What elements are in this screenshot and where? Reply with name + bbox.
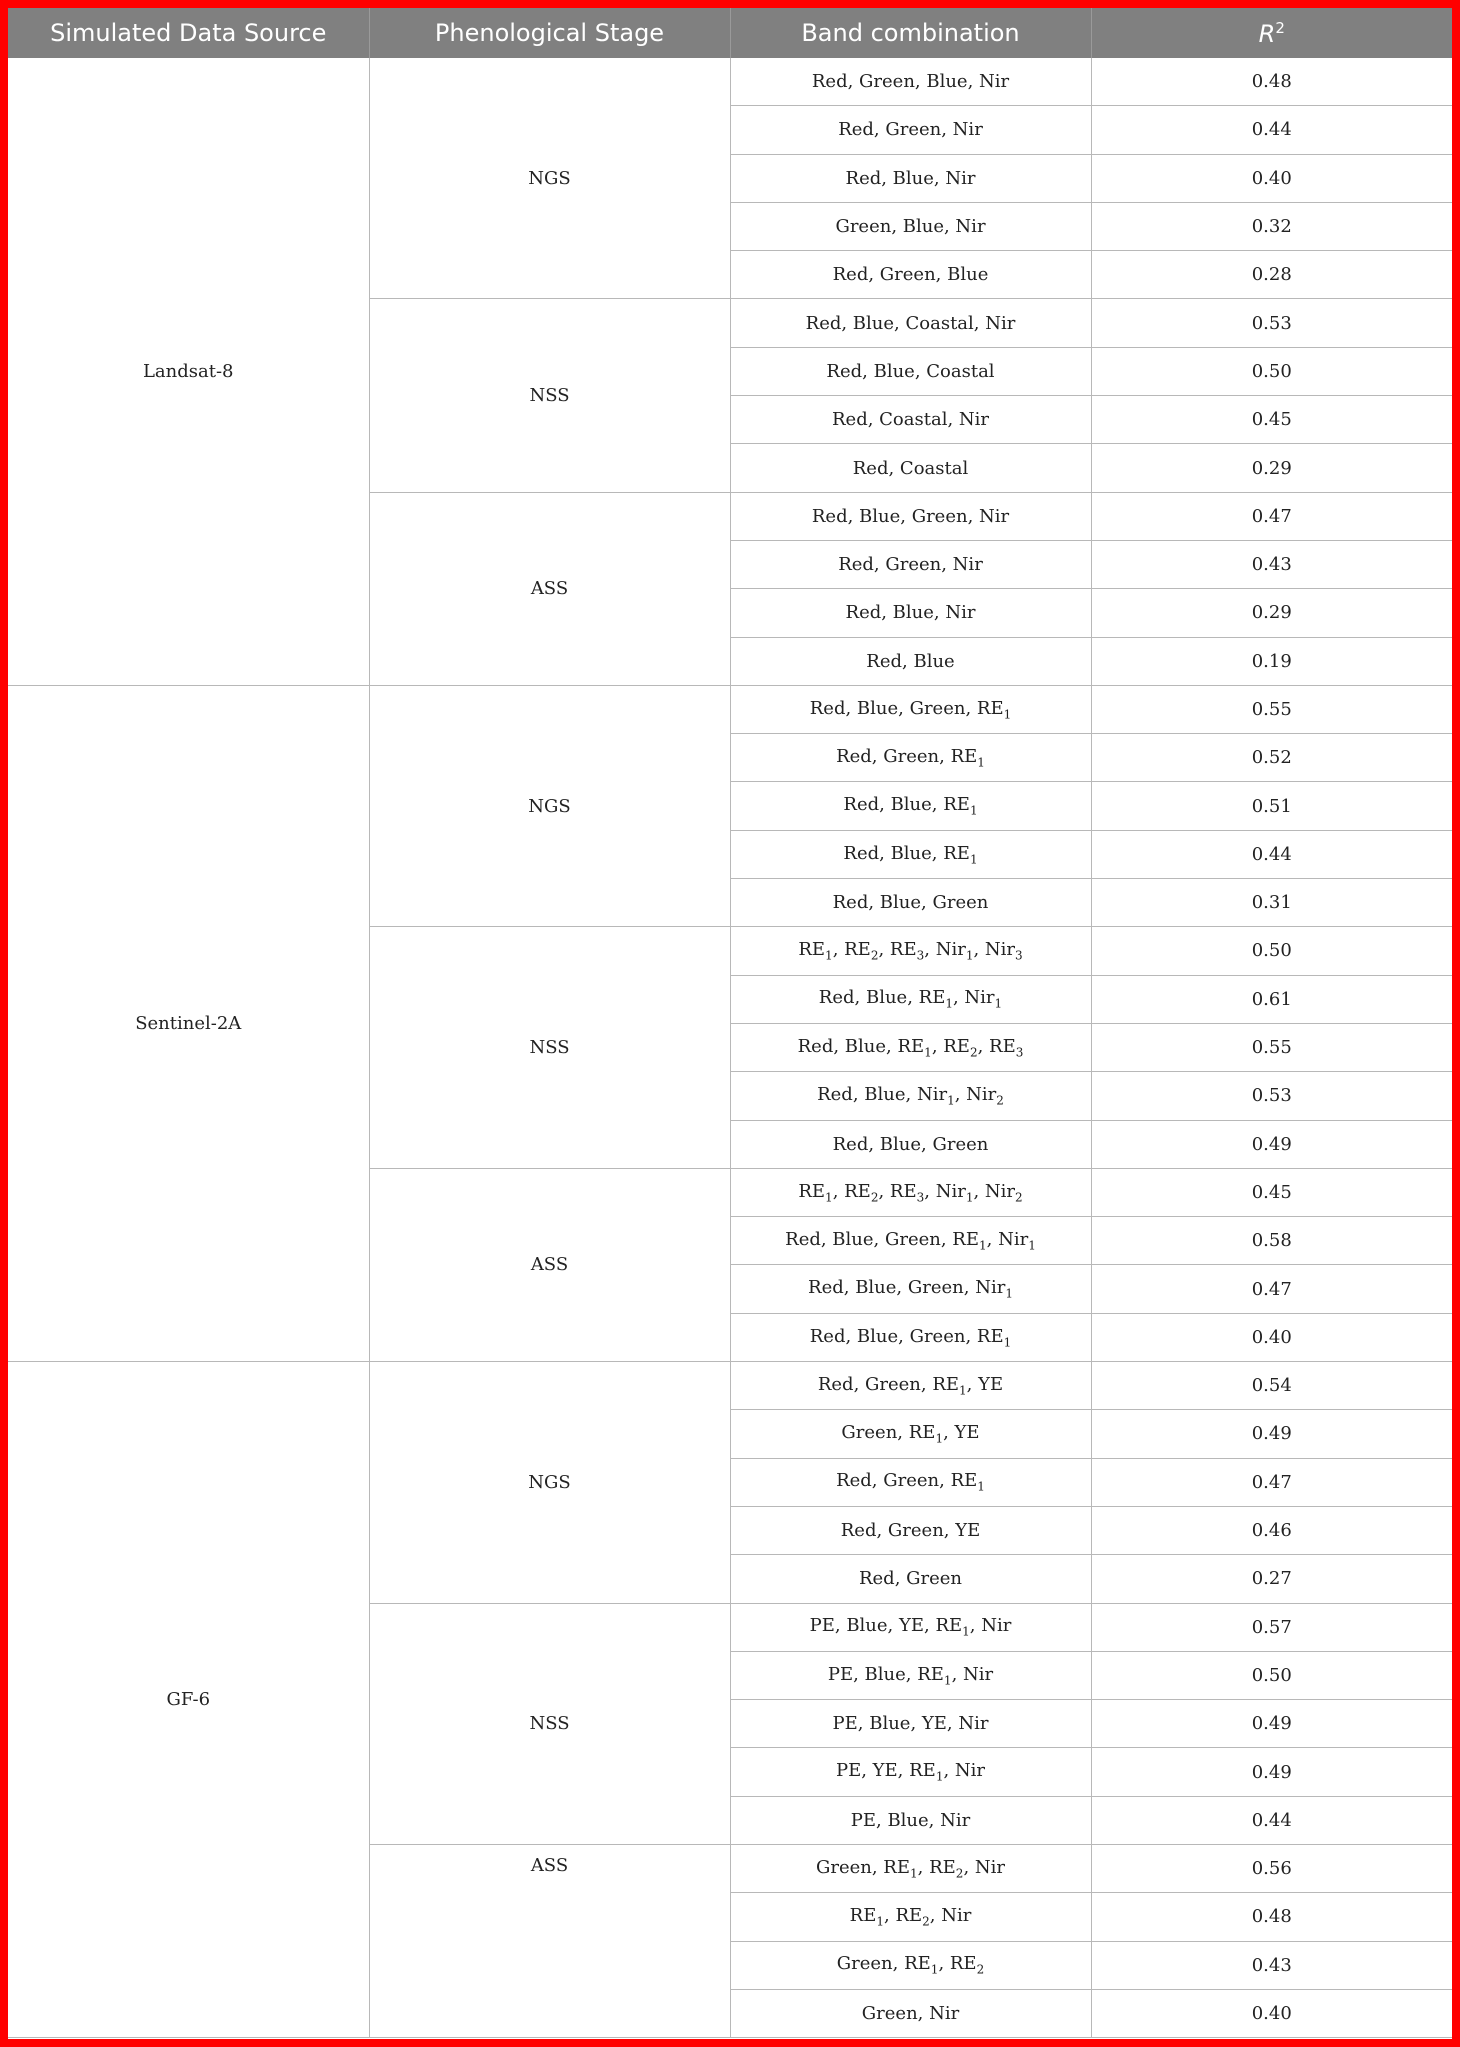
header-bands: Band combination bbox=[730, 8, 1091, 58]
band-combination-cell: Green, Blue, Nir bbox=[730, 202, 1091, 250]
r2-cell: 0.47 bbox=[1091, 1265, 1452, 1313]
band-combination-cell: Red, Green, Nir bbox=[730, 106, 1091, 154]
band-combination-cell: Red, Blue, $RE_1$ bbox=[730, 782, 1091, 830]
r2-cell: 0.55 bbox=[1091, 1023, 1452, 1071]
r2-cell: 0.50 bbox=[1091, 347, 1452, 395]
r2-cell: 0.44 bbox=[1091, 830, 1452, 878]
r2-cell: 0.46 bbox=[1091, 1506, 1452, 1554]
r2-cell: 0.43 bbox=[1091, 540, 1452, 588]
r2-cell: 0.55 bbox=[1091, 685, 1452, 733]
band-combination-cell: Red, Blue, Green, $RE_1$ bbox=[730, 1313, 1091, 1361]
band-combination-cell: PE, Blue, $RE_1$, Nir bbox=[730, 1651, 1091, 1699]
r2-cell: 0.52 bbox=[1091, 734, 1452, 782]
band-combination-cell: Red, Blue, Green, Nir bbox=[730, 492, 1091, 540]
r2-cell: 0.28 bbox=[1091, 251, 1452, 299]
stage-cell: NSS bbox=[369, 1603, 730, 1844]
r2-cell: 0.61 bbox=[1091, 975, 1452, 1023]
stage-cell: NGS bbox=[369, 685, 730, 926]
source-cell: Landsat-8 bbox=[8, 58, 369, 685]
band-combination-cell: Red, Coastal bbox=[730, 444, 1091, 492]
band-combination-cell: Red, Blue, $RE_1$, $RE_2$, $RE_3$ bbox=[730, 1023, 1091, 1071]
r2-cell: 0.58 bbox=[1091, 1217, 1452, 1265]
r2-cell: 0.56 bbox=[1091, 1844, 1452, 1892]
r2-cell: 0.57 bbox=[1091, 1603, 1452, 1651]
band-combination-cell: Red, Blue, $RE_1$ bbox=[730, 830, 1091, 878]
stage-cell: ASS bbox=[369, 492, 730, 685]
header-r2-sup: 2 bbox=[1275, 18, 1285, 37]
band-combination-cell: Red, Green, YE bbox=[730, 1506, 1091, 1554]
header-row bbox=[8, 8, 1452, 58]
r2-cell: 0.54 bbox=[1091, 1362, 1452, 1410]
band-combination-cell: Red, Green, Nir bbox=[730, 540, 1091, 588]
stage-cell: NGS bbox=[369, 58, 730, 299]
r2-cell: 0.53 bbox=[1091, 1072, 1452, 1120]
r2-cell: 0.49 bbox=[1091, 1748, 1452, 1796]
band-combination-cell: Red, Blue, Green bbox=[730, 1120, 1091, 1168]
band-combination-cell: PE, Blue, Nir bbox=[730, 1796, 1091, 1844]
results-table bbox=[8, 8, 1452, 2038]
band-combination-cell: Green, Nir bbox=[730, 1989, 1091, 2037]
r2-cell: 0.29 bbox=[1091, 444, 1452, 492]
band-combination-cell: Green, $RE_1$, $RE_2$, Nir bbox=[730, 1844, 1091, 1892]
band-combination-cell: Green, $RE_1$, YE bbox=[730, 1410, 1091, 1458]
band-combination-cell: Red, Blue, Green, $RE_1$ bbox=[730, 685, 1091, 733]
band-combination-cell: Red, Blue, $RE_1$, Nir$_1$ bbox=[730, 975, 1091, 1023]
band-combination-cell: Red, Blue, Green, Nir$_1$ bbox=[730, 1265, 1091, 1313]
band-combination-cell: Red, Coastal, Nir bbox=[730, 396, 1091, 444]
r2-cell: 0.45 bbox=[1091, 396, 1452, 444]
r2-cell: 0.43 bbox=[1091, 1941, 1452, 1989]
band-combination-cell: Red, Green, Blue bbox=[730, 251, 1091, 299]
table-row bbox=[8, 685, 1452, 733]
band-combination-cell: Red, Green, Blue, Nir bbox=[730, 58, 1091, 106]
band-combination-cell: PE, Blue, YE, $RE_1$, Nir bbox=[730, 1603, 1091, 1651]
header-r2-base: R bbox=[1258, 19, 1276, 48]
r2-cell: 0.49 bbox=[1091, 1120, 1452, 1168]
band-combination-cell: PE, YE, $RE_1$, Nir bbox=[730, 1748, 1091, 1796]
band-combination-cell: Green, $RE_1$, $RE_2$ bbox=[730, 1941, 1091, 1989]
header-source: Simulated Data Source bbox=[8, 8, 369, 58]
band-combination-cell: Red, Green, $RE_1$ bbox=[730, 1458, 1091, 1506]
r2-cell: 0.47 bbox=[1091, 1458, 1452, 1506]
band-combination-cell: Red, Green bbox=[730, 1555, 1091, 1603]
r2-cell: 0.48 bbox=[1091, 58, 1452, 106]
band-combination-cell: Red, Blue, Nir bbox=[730, 589, 1091, 637]
r2-cell: 0.49 bbox=[1091, 1700, 1452, 1748]
table-header bbox=[8, 8, 1452, 58]
band-combination-cell: Red, Blue, Green bbox=[730, 879, 1091, 927]
r2-cell: 0.31 bbox=[1091, 879, 1452, 927]
header-stage: Phenological Stage bbox=[369, 8, 730, 58]
r2-cell: 0.45 bbox=[1091, 1168, 1452, 1216]
r2-cell: 0.19 bbox=[1091, 637, 1452, 685]
r2-cell: 0.47 bbox=[1091, 492, 1452, 540]
r2-cell: 0.44 bbox=[1091, 106, 1452, 154]
r2-cell: 0.50 bbox=[1091, 1651, 1452, 1699]
band-combination-cell: Red, Green, $RE_1$ bbox=[730, 734, 1091, 782]
table-row bbox=[8, 1362, 1452, 1410]
band-combination-cell: Red, Blue, Coastal, Nir bbox=[730, 299, 1091, 347]
table-body bbox=[8, 58, 1452, 2038]
band-combination-cell: Red, Blue, Coastal bbox=[730, 347, 1091, 395]
band-combination-cell: $RE_1$, $RE_2$, $RE_3$, Nir$_1$, Nir$_3$ bbox=[730, 927, 1091, 975]
band-combination-cell: Red, Blue, Nir bbox=[730, 154, 1091, 202]
r2-cell: 0.40 bbox=[1091, 1989, 1452, 2037]
source-cell: Sentinel-2A bbox=[8, 685, 369, 1361]
stage-cell: NSS bbox=[369, 299, 730, 492]
stage-cell: NGS bbox=[369, 1362, 730, 1603]
r2-cell: 0.32 bbox=[1091, 202, 1452, 250]
stage-cell: ASS bbox=[369, 1844, 730, 2037]
band-combination-cell: $RE_1$, $RE_2$, $RE_3$, Nir$_1$, Nir$_2$ bbox=[730, 1168, 1091, 1216]
r2-cell: 0.53 bbox=[1091, 299, 1452, 347]
band-combination-cell: $RE_1$, $RE_2$, Nir bbox=[730, 1893, 1091, 1941]
stage-cell: ASS bbox=[369, 1168, 730, 1361]
stage-cell: NSS bbox=[369, 927, 730, 1168]
table-row bbox=[8, 58, 1452, 106]
r2-cell: 0.49 bbox=[1091, 1410, 1452, 1458]
band-combination-cell: Red, Blue, Green, $RE_1$, Nir$_1$ bbox=[730, 1217, 1091, 1265]
r2-cell: 0.27 bbox=[1091, 1555, 1452, 1603]
source-cell: GF-6 bbox=[8, 1362, 369, 2038]
r2-cell: 0.50 bbox=[1091, 927, 1452, 975]
r2-cell: 0.29 bbox=[1091, 589, 1452, 637]
band-combination-cell: Red, Blue bbox=[730, 637, 1091, 685]
r2-cell: 0.40 bbox=[1091, 154, 1452, 202]
band-combination-cell: PE, Blue, YE, Nir bbox=[730, 1700, 1091, 1748]
band-combination-cell: Red, Blue, Nir$_1$, Nir$_2$ bbox=[730, 1072, 1091, 1120]
header-r2 bbox=[1091, 8, 1452, 58]
r2-cell: 0.44 bbox=[1091, 1796, 1452, 1844]
band-combination-cell: Red, Green, $RE_1$, YE bbox=[730, 1362, 1091, 1410]
r2-cell: 0.51 bbox=[1091, 782, 1452, 830]
r2-cell: 0.48 bbox=[1091, 1893, 1452, 1941]
r2-cell: 0.40 bbox=[1091, 1313, 1452, 1361]
